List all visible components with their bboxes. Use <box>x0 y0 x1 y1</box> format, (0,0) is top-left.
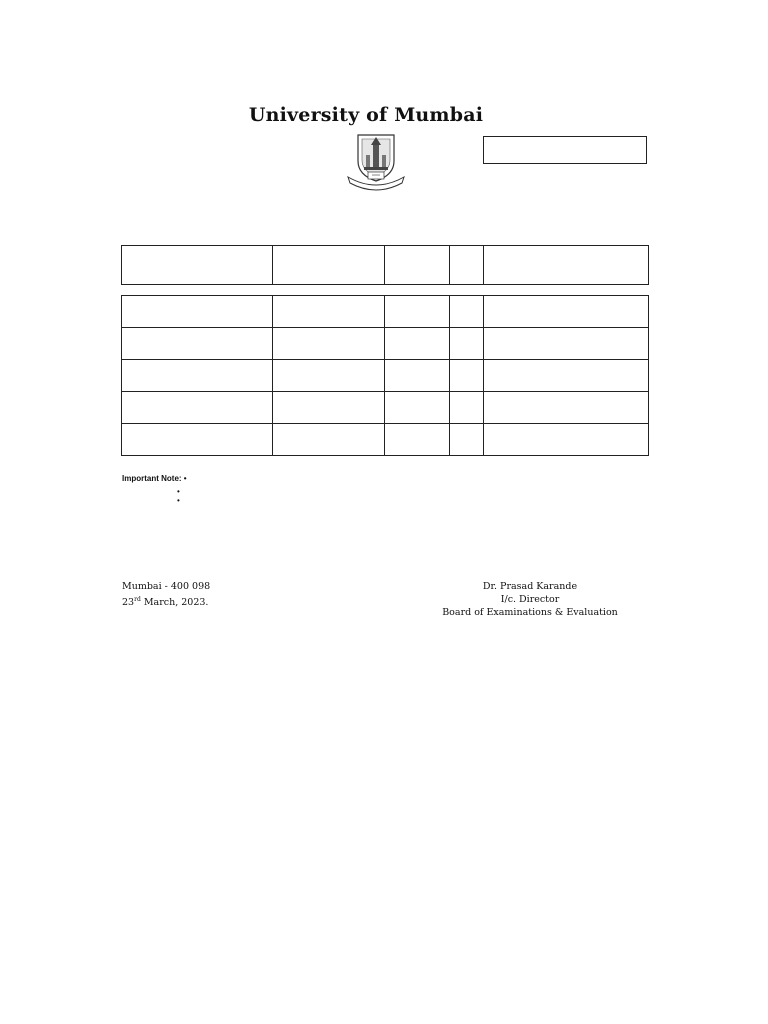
table-row <box>122 392 649 424</box>
table-cell <box>273 328 385 360</box>
table-row <box>122 424 649 456</box>
important-note <box>122 474 187 483</box>
header-cell <box>122 246 273 285</box>
table-cell <box>450 328 484 360</box>
table-cell <box>122 360 273 392</box>
table-cell <box>484 424 649 456</box>
table-header-row <box>122 246 649 285</box>
reference-number-box <box>483 136 647 164</box>
table-cell <box>484 360 649 392</box>
important-note-label: Important Note: <box>122 474 182 483</box>
table-header <box>121 245 649 285</box>
table-cell <box>122 424 273 456</box>
bullet-icon: • <box>183 474 187 483</box>
table-cell <box>385 296 450 328</box>
table-cell <box>450 296 484 328</box>
table-row <box>122 360 649 392</box>
issue-date <box>122 593 210 609</box>
bullet-icon: • <box>177 496 180 505</box>
table-cell <box>122 392 273 424</box>
table-cell <box>450 424 484 456</box>
table-body <box>121 295 649 456</box>
table-cell <box>385 360 450 392</box>
table-cell <box>385 392 450 424</box>
table-cell <box>385 328 450 360</box>
table-cell <box>484 328 649 360</box>
university-crest-logo <box>344 131 408 193</box>
table-cell <box>484 296 649 328</box>
bullet-icon: • <box>177 487 180 496</box>
table-cell <box>450 360 484 392</box>
table-cell <box>273 360 385 392</box>
place-city: Mumbai - 400 098 <box>122 581 211 592</box>
table-cell <box>273 392 385 424</box>
header-cell <box>450 246 484 285</box>
signatory-title: I/c. Director <box>500 594 560 605</box>
table-cell <box>273 296 385 328</box>
date-day: 23 <box>122 597 135 609</box>
signatory-block <box>430 580 630 619</box>
table-cell <box>484 392 649 424</box>
date-suffix: rd <box>134 596 141 603</box>
table-cell <box>450 392 484 424</box>
signatory-name: Dr. Prasad Karande <box>482 581 578 592</box>
header-cell <box>273 246 385 285</box>
table-cell <box>273 424 385 456</box>
table-cell <box>385 424 450 456</box>
table-row <box>122 296 649 328</box>
table-cell <box>122 328 273 360</box>
date-rest: March, 2023. <box>140 597 209 609</box>
table-cell <box>122 296 273 328</box>
table-row <box>122 328 649 360</box>
place-and-date <box>122 580 210 609</box>
header-cell <box>385 246 450 285</box>
university-title: University of Mumbai <box>248 104 484 126</box>
signatory-office: Board of Examinations & Evaluation <box>442 607 618 618</box>
header-cell <box>484 246 649 285</box>
